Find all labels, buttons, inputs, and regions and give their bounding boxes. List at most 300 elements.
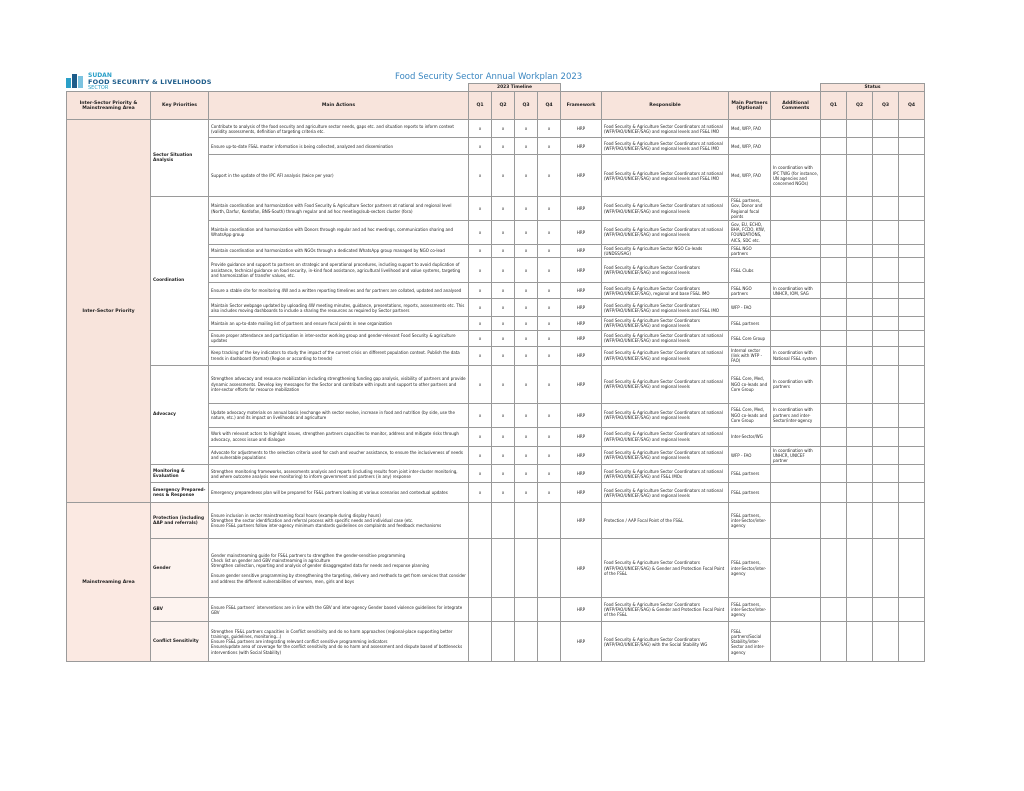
status-cell — [847, 403, 873, 427]
partners-cell: FS&L partners — [729, 317, 771, 330]
timeline-mark-cell: x — [469, 221, 492, 245]
responsible-cell: Food Security & Agriculture Sector Coordinators (WFP/FAO/UNICEF/SAG), regional and base FS&L IMO — [602, 283, 729, 299]
status-cell — [821, 258, 847, 283]
responsible-cell: Food Security & Agriculture Sector Coordinators at national (WFP/FAO/UNICEF/SAG) and regional levels — [602, 221, 729, 245]
status-cell — [873, 539, 899, 598]
status-cell — [821, 155, 847, 197]
timeline-mark-cell: x — [538, 427, 561, 446]
timeline-group-header: 2023 Timeline — [469, 84, 561, 92]
status-cell — [821, 317, 847, 330]
timeline-mark-cell: x — [515, 427, 538, 446]
main-action-cell: Maintain an up-to-date mailing list of partners and ensure focal points in new organization — [209, 317, 469, 330]
status-cell — [873, 299, 899, 317]
status-cell — [873, 244, 899, 257]
status-cell — [899, 346, 925, 365]
timeline-mark-cell: x — [469, 446, 492, 465]
timeline-mark-cell: x — [515, 120, 538, 138]
responsible-cell: Food Security & Agriculture Sector NGO Co-leads (UNDSS/SAG) — [602, 244, 729, 257]
timeline-mark-cell: x — [469, 483, 492, 503]
table-row — [67, 365, 925, 403]
responsible-cell: Food Security & Agriculture Sector Coordinators at national (WFP/FAO/UNICEF/SAG) and regional levels and FS&L IMO — [602, 120, 729, 138]
status-cell — [899, 317, 925, 330]
status-cell — [899, 258, 925, 283]
comments-cell: In coordination with partners and inter-Sector/inter-agency — [771, 403, 821, 427]
main-action-cell: Advocate for adjustments to the selection criteria used for cash and voucher assistance, to ensure the inclusiveness of needs and vulnerable populations — [209, 446, 469, 465]
status-cell — [899, 365, 925, 403]
status-cell — [899, 446, 925, 465]
key-priority-cell: Advocacy — [151, 365, 209, 465]
main-action-cell: Strengthen monitoring frameworks, assessments analysis and reports (including results from joint inter-cluster monitoring, and where outcome analysis new monitoring) to inform government and partners (in any) response — [209, 465, 469, 483]
status-cell — [821, 346, 847, 365]
comments-cell — [771, 299, 821, 317]
status-cell — [847, 120, 873, 138]
timeline-mark-cell: x — [538, 403, 561, 427]
col-partners-header: Main Partners (Optional) — [729, 92, 771, 120]
status-cell — [873, 622, 899, 662]
status-q4-header: Q4 — [899, 92, 925, 120]
comments-cell — [771, 503, 821, 539]
comments-cell — [771, 197, 821, 221]
status-cell — [873, 197, 899, 221]
main-action-cell: Gender mainstreaming guide for FS&L partners to strengthen the gender-sensitive programming Check list on gender and GBV mainstreaming in agriculture Strengthen collection, reporting and analysis of gender disaggregated data for needs and response planning Ensure gender sensitive programming by strengthening the targeting, delivery and methods to get from services that consider and address the different vulnerabilities of women, men, girls and boys — [209, 539, 469, 598]
table-row — [67, 622, 925, 662]
timeline-mark-cell: x — [515, 483, 538, 503]
timeline-mark-cell — [469, 503, 492, 539]
status-cell — [821, 598, 847, 622]
comments-cell — [771, 598, 821, 622]
partners-cell: FS&L partners, inter-Sector/inter-agency — [729, 503, 771, 539]
status-cell — [821, 503, 847, 539]
status-group-header: Status — [821, 84, 925, 92]
status-cell — [847, 197, 873, 221]
timeline-mark-cell: x — [492, 244, 515, 257]
timeline-mark-cell — [538, 598, 561, 622]
comments-cell — [771, 483, 821, 503]
status-q3-header: Q3 — [873, 92, 899, 120]
partners-cell: WFP - FAO — [729, 299, 771, 317]
comments-cell — [771, 317, 821, 330]
status-cell — [873, 403, 899, 427]
main-action-cell: Ensure inclusion in sector mainstreaming focal hours (example during display hours) Strengthen the sector identification and referral process with specific needs and individual case (etc. Ensure FS&L partners follow inter-agency minimum standards guidelines on complaints and feedback mechanisms — [209, 503, 469, 539]
timeline-mark-cell: x — [538, 197, 561, 221]
comments-cell: In coordination with UNHCR, IOM, SAG — [771, 283, 821, 299]
logo-line-3: SECTOR — [88, 85, 109, 91]
status-cell — [899, 622, 925, 662]
timeline-mark-cell — [515, 539, 538, 598]
main-action-cell: Maintain Sector webpage updated by uploading 4W meeting minutes, guidance, presentations, reports, assessments etc. This also includes moving dashboards to include a sharing the resources as required by Sector partners — [209, 299, 469, 317]
status-cell — [847, 283, 873, 299]
status-cell — [899, 330, 925, 346]
timeline-mark-cell: x — [492, 283, 515, 299]
framework-cell: HRP — [561, 622, 602, 662]
comments-cell — [771, 539, 821, 598]
timeline-mark-cell — [469, 539, 492, 598]
main-action-cell: Keep tracking of the key indicators to study the impact of the current crisis on different population context. Publish the data trends in dashboard (format) (Region or according to trends) — [209, 346, 469, 365]
timeline-mark-cell: x — [538, 330, 561, 346]
timeline-mark-cell: x — [515, 155, 538, 197]
workplan-table — [66, 83, 925, 662]
key-priority-cell: GBV — [151, 598, 209, 622]
status-cell — [899, 120, 925, 138]
status-cell — [821, 138, 847, 155]
status-cell — [873, 120, 899, 138]
partners-cell: FS&L partners — [729, 465, 771, 483]
status-cell — [847, 465, 873, 483]
status-cell — [873, 365, 899, 403]
status-cell — [899, 299, 925, 317]
timeline-mark-cell — [469, 598, 492, 622]
key-priority-cell: Conflict Sensitivity — [151, 622, 209, 662]
main-action-cell: Update advocacy materials on annual basis (exchange with sector evolve, increase in food and nutrition (by side, use the nature, etc.) and its impact on livelihoods and agriculture — [209, 403, 469, 427]
status-cell — [847, 299, 873, 317]
status-cell — [821, 622, 847, 662]
timeline-q1-header: Q1 — [469, 92, 492, 120]
framework-cell: HRP — [561, 258, 602, 283]
timeline-mark-cell: x — [469, 138, 492, 155]
partners-cell: FS&L NGO partners — [729, 283, 771, 299]
timeline-mark-cell: x — [515, 465, 538, 483]
timeline-mark-cell: x — [492, 330, 515, 346]
timeline-mark-cell: x — [469, 258, 492, 283]
status-cell — [847, 446, 873, 465]
partners-cell: Med, WFP, FAO — [729, 155, 771, 197]
status-cell — [847, 317, 873, 330]
timeline-mark-cell: x — [515, 283, 538, 299]
responsible-cell: Food Security & Agriculture Sector Coordinators (WFP/FAO/UNICEF/SAG) and regional levels — [602, 317, 729, 330]
timeline-q4-header: Q4 — [538, 92, 561, 120]
status-cell — [821, 120, 847, 138]
comments-cell — [771, 427, 821, 446]
col-key-header: Key Priorities — [151, 92, 209, 120]
responsible-cell: Food Security & Agriculture Sector Coordinators at national (WFP/FAO/UNICEF/SAG) and regional levels — [602, 446, 729, 465]
status-cell — [873, 138, 899, 155]
timeline-mark-cell — [515, 503, 538, 539]
timeline-mark-cell: x — [538, 283, 561, 299]
main-action-cell: Maintain coordination and harmonization with Donors through regular and ad hoc meetings, communication sharing and WhatsApp group — [209, 221, 469, 245]
status-cell — [847, 221, 873, 245]
section-inter-sector: Inter-Sector Priority — [67, 120, 151, 503]
timeline-mark-cell: x — [538, 299, 561, 317]
col-priority-header: Inter-Sector Priority & Mainstreaming Area — [67, 92, 151, 120]
timeline-mark-cell: x — [492, 120, 515, 138]
responsible-cell: Food Security & Agriculture Sector Coordinators at national (WFP/FAO/UNICEF/SAG) and regional levels — [602, 483, 729, 503]
timeline-mark-cell — [538, 503, 561, 539]
timeline-mark-cell: x — [515, 317, 538, 330]
responsible-cell: Food Security & Agriculture Sector Coordinators at national (WFP/FAO/UNICEF/SAG) and regional levels — [602, 427, 729, 446]
partners-cell: FS&L NGO partners — [729, 244, 771, 257]
status-cell — [873, 258, 899, 283]
framework-cell: HRP — [561, 244, 602, 257]
status-cell — [873, 346, 899, 365]
col-framework-header: Framework — [561, 92, 602, 120]
timeline-mark-cell: x — [469, 330, 492, 346]
status-cell — [847, 244, 873, 257]
status-cell — [847, 365, 873, 403]
partners-cell: Gov, EU, ECHO, BHA, FCDO, KfW, FOUNDATIONS, AICS, SDC etc. — [729, 221, 771, 245]
key-priority-cell: Protection (including AAP and referrals) — [151, 503, 209, 539]
status-cell — [873, 503, 899, 539]
timeline-mark-cell: x — [492, 258, 515, 283]
timeline-mark-cell: x — [538, 346, 561, 365]
key-priority-cell: Monitoring & Evaluation — [151, 465, 209, 483]
responsible-cell: Food Security & Agriculture Sector Coordinators at national (WFP/FAO/UNICEF/SAG) and regional levels — [602, 330, 729, 346]
timeline-mark-cell: x — [492, 138, 515, 155]
status-cell — [847, 622, 873, 662]
logo-line-1: SUDAN — [88, 72, 112, 79]
timeline-mark-cell: x — [469, 120, 492, 138]
status-cell — [847, 598, 873, 622]
status-cell — [821, 365, 847, 403]
timeline-mark-cell: x — [538, 244, 561, 257]
timeline-mark-cell: x — [492, 403, 515, 427]
status-cell — [847, 539, 873, 598]
status-cell — [899, 403, 925, 427]
partners-cell: FS&L Core Group — [729, 330, 771, 346]
timeline-mark-cell: x — [538, 120, 561, 138]
status-cell — [899, 483, 925, 503]
timeline-mark-cell: x — [492, 317, 515, 330]
responsible-cell: Food Security & Agriculture Sector Coordinators (WFP/FAO/UNICEF/SAG) & Gender and Protection Focal Point of the FS&L — [602, 598, 729, 622]
responsible-cell: Food Security & Agriculture Sector Coordinators at national (WFP/FAO/UNICEF/SAG) and regional levels and FS&L IMO — [602, 138, 729, 155]
status-cell — [821, 403, 847, 427]
framework-cell: HRP — [561, 346, 602, 365]
timeline-mark-cell: x — [469, 197, 492, 221]
framework-cell: HRP — [561, 503, 602, 539]
timeline-mark-cell: x — [515, 330, 538, 346]
status-cell — [821, 465, 847, 483]
responsible-cell: Food Security & Agriculture Sector Coordinators (WFP/FAO/UNICEF/SAG) and regional levels — [602, 258, 729, 283]
status-cell — [821, 299, 847, 317]
timeline-mark-cell: x — [538, 258, 561, 283]
timeline-mark-cell: x — [492, 446, 515, 465]
timeline-mark-cell — [538, 539, 561, 598]
responsible-cell: Food Security & Agriculture Sector Coordinators at national (WFP/FAO/UNICEF/SAG) and regional levels — [602, 403, 729, 427]
status-cell — [873, 330, 899, 346]
table-row — [67, 120, 925, 138]
status-cell — [873, 483, 899, 503]
timeline-mark-cell: x — [492, 299, 515, 317]
responsible-cell: Food Security & Agriculture Sector Coordinators at national (WFP/FAO/UNICEF/SAG) and regional levels — [602, 197, 729, 221]
timeline-mark-cell: x — [469, 403, 492, 427]
status-cell — [847, 483, 873, 503]
responsible-cell: Food Security & Agriculture Sector Coordinators at national (WFP/FAO/UNICEF/SAG) and regional levels — [602, 365, 729, 403]
timeline-mark-cell: x — [538, 155, 561, 197]
timeline-mark-cell: x — [538, 465, 561, 483]
partners-cell: FS&L partners, inter-Sector/inter-agency — [729, 539, 771, 598]
status-cell — [899, 503, 925, 539]
status-cell — [821, 283, 847, 299]
main-action-cell: Strengthen advocacy and resource mobilization including strengthening funding gap analysis, visibility of partners and provide dynamic assessments. Develop key messages for the Sector and contribute with inputs and support to other partners and inter-sector efforts for resource mobilization — [209, 365, 469, 403]
status-cell — [821, 244, 847, 257]
logo-line-2: FOOD SECURITY & LIVELIHOODS — [88, 78, 212, 86]
status-cell — [847, 330, 873, 346]
responsible-cell: Protection / AAP Focal Point of the FS&L — [602, 503, 729, 539]
status-cell — [899, 155, 925, 197]
timeline-mark-cell: x — [492, 483, 515, 503]
framework-cell: HRP — [561, 539, 602, 598]
framework-cell: HRP — [561, 330, 602, 346]
responsible-cell: Food Security & Agriculture Sector Coordinators at national (WFP/FAO/UNICEF/SAG) and regional levels and FS&L IMO — [602, 155, 729, 197]
main-action-cell: Ensure up-to-date FS&L master information is being collected, analyzed and dissemination — [209, 138, 469, 155]
timeline-q3-header: Q3 — [515, 92, 538, 120]
responsible-cell: Food Security & Agriculture Sector Coordinators at national (WFP/FAO/UNICEF/SAG) and FS&L IMOs — [602, 465, 729, 483]
section-mainstreaming: Mainstreaming Area — [67, 503, 151, 662]
partners-cell: WFP - FAO — [729, 446, 771, 465]
timeline-mark-cell: x — [469, 155, 492, 197]
framework-cell: HRP — [561, 598, 602, 622]
timeline-q2-header: Q2 — [492, 92, 515, 120]
timeline-mark-cell: x — [538, 221, 561, 245]
timeline-mark-cell: x — [492, 346, 515, 365]
partners-cell: FS&L partners — [729, 483, 771, 503]
framework-cell: HRP — [561, 403, 602, 427]
key-priority-cell: Sector Situation Analysis — [151, 120, 209, 197]
status-cell — [873, 221, 899, 245]
timeline-mark-cell: x — [469, 346, 492, 365]
status-cell — [847, 258, 873, 283]
framework-cell: HRP — [561, 465, 602, 483]
col-comments-header: Additional Comments — [771, 92, 821, 120]
status-cell — [847, 346, 873, 365]
partners-cell: FS&L partners/Social Stability/inter-Sector and inter-agency — [729, 622, 771, 662]
partners-cell: Med, WFP, FAO — [729, 138, 771, 155]
timeline-mark-cell: x — [469, 465, 492, 483]
framework-cell: HRP — [561, 138, 602, 155]
timeline-mark-cell — [515, 622, 538, 662]
responsible-cell: Food Security & Agriculture Sector Coordinators (WFP/FAO/UNICEF/SAG) with the Social Stability WG — [602, 622, 729, 662]
main-action-cell: Emergency preparedness plan will be prepared for FS&L partners looking at various scenarios and contextual updates — [209, 483, 469, 503]
timeline-mark-cell: x — [469, 244, 492, 257]
timeline-mark-cell: x — [515, 403, 538, 427]
main-action-cell: Strengthen FS&L partners capacities in Conflict sensitivity and do no harm approaches (regional-place supporting better trainings, guidelines, monitoring...) Ensure FS&L partners are integrating relevant conflict sensitive programming indicators Ensure/update area of coverage for the conflict sensitivity and do no harm and assessment and dispute based of bottlenecks interventions (with Social Stability) — [209, 622, 469, 662]
col-actions-header: Main Actions — [209, 92, 469, 120]
table-row — [67, 598, 925, 622]
status-cell — [873, 598, 899, 622]
timeline-mark-cell: x — [492, 155, 515, 197]
status-cell — [873, 317, 899, 330]
page-title: Food Security Sector Annual Workplan 2023 — [395, 72, 583, 82]
status-cell — [873, 446, 899, 465]
timeline-mark-cell: x — [492, 427, 515, 446]
status-cell — [847, 503, 873, 539]
comments-cell — [771, 221, 821, 245]
col-responsible-header: Responsible — [602, 92, 729, 120]
status-cell — [899, 283, 925, 299]
main-action-cell: Maintain coordination and harmonization with Food Security & Agriculture Sector partners at national and regional level (North, Darfur, Kordofan, BNS-South) through regular and ad hoc meetings/sub-sectors cluster (fora) — [209, 197, 469, 221]
comments-cell — [771, 244, 821, 257]
timeline-mark-cell — [492, 539, 515, 598]
key-priority-cell: Gender — [151, 539, 209, 598]
status-cell — [899, 539, 925, 598]
framework-cell: HRP — [561, 483, 602, 503]
timeline-mark-cell: x — [469, 317, 492, 330]
framework-cell: HRP — [561, 221, 602, 245]
status-cell — [847, 427, 873, 446]
framework-cell: HRP — [561, 427, 602, 446]
main-action-cell: Maintain coordination and harmonization with NGOs through a dedicated WhatsApp group managed by NGO co-lead — [209, 244, 469, 257]
timeline-mark-cell: x — [492, 221, 515, 245]
comments-cell — [771, 622, 821, 662]
main-action-cell: Contribute to analysis of the food security and agriculture sector needs, gaps etc. and situation reports to inform context (validity assessments, definition of targeting criteria etc. — [209, 120, 469, 138]
status-cell — [821, 539, 847, 598]
comments-cell: In coordination with National FS&L system — [771, 346, 821, 365]
timeline-mark-cell: x — [538, 446, 561, 465]
framework-cell: HRP — [561, 317, 602, 330]
comments-cell: In coordination with partners — [771, 365, 821, 403]
table-row — [67, 483, 925, 503]
key-priority-cell: Coordination — [151, 197, 209, 365]
status-cell — [873, 465, 899, 483]
timeline-mark-cell: x — [538, 317, 561, 330]
timeline-mark-cell: x — [515, 299, 538, 317]
status-cell — [899, 197, 925, 221]
timeline-mark-cell: x — [515, 365, 538, 403]
timeline-mark-cell: x — [515, 197, 538, 221]
framework-cell: HRP — [561, 299, 602, 317]
timeline-mark-cell: x — [492, 365, 515, 403]
status-q1-header: Q1 — [821, 92, 847, 120]
status-cell — [847, 155, 873, 197]
status-cell — [873, 427, 899, 446]
status-cell — [821, 446, 847, 465]
framework-cell: HRP — [561, 155, 602, 197]
timeline-mark-cell: x — [538, 365, 561, 403]
comments-cell — [771, 258, 821, 283]
main-action-cell: Ensure FS&L partners' interventions are in line with the GBV and inter-agency Gender based violence guidelines for integrate GBV — [209, 598, 469, 622]
timeline-mark-cell — [469, 622, 492, 662]
timeline-mark-cell: x — [469, 365, 492, 403]
timeline-mark-cell: x — [515, 221, 538, 245]
main-action-cell: Provide guidance and support to partners on strategic and operational procedures, including support to avoid duplication of assistance, technical guidance on food security, in-kind food assistance, agricultural livelihood and value systems, targeting and harmonization of transfer values, etc. — [209, 258, 469, 283]
status-cell — [899, 465, 925, 483]
timeline-mark-cell: x — [492, 465, 515, 483]
partners-cell: FS&L Clubs — [729, 258, 771, 283]
timeline-mark-cell — [515, 598, 538, 622]
partners-cell: FS&L partners, inter-Sector/inter-agency — [729, 598, 771, 622]
framework-cell: HRP — [561, 283, 602, 299]
framework-cell: HRP — [561, 197, 602, 221]
responsible-cell: Food Security & Agriculture Sector Coordinators (WFP/FAO/UNICEF/SAG) and regional levels and FS&L IMO — [602, 299, 729, 317]
comments-cell: In coordination with UNHCR, UNICEF partner — [771, 446, 821, 465]
partners-cell: FS&L Core, Med, NGO co-leads and Core Group — [729, 403, 771, 427]
timeline-mark-cell — [538, 622, 561, 662]
timeline-mark-cell: x — [469, 299, 492, 317]
timeline-mark-cell: x — [515, 244, 538, 257]
key-priority-cell: Emergency Prepared-ness & Response — [151, 483, 209, 503]
comments-cell — [771, 330, 821, 346]
table-row — [67, 503, 925, 539]
main-action-cell: Support in the update of the IPC AFI analysis (twice per year) — [209, 155, 469, 197]
timeline-mark-cell — [492, 503, 515, 539]
status-cell — [873, 283, 899, 299]
status-cell — [821, 483, 847, 503]
main-action-cell: Work with relevant actors to highlight issues, strengthen partners capacities to monitor, address and mitigate risks through advocacy, access issue and dialogue — [209, 427, 469, 446]
status-cell — [821, 221, 847, 245]
comments-cell — [771, 138, 821, 155]
partners-cell: Med, WFP, FAO — [729, 120, 771, 138]
comments-cell: In coordination with IPC TWG (for instance, UN agencies and concerned NGOs) — [771, 155, 821, 197]
table-row — [67, 539, 925, 598]
timeline-mark-cell: x — [515, 346, 538, 365]
responsible-cell: Food Security & Agriculture Sector Coordinators at national (WFP/FAO/UNICEF/SAG) and regional levels — [602, 346, 729, 365]
partners-cell: Internal sector (link with WFP - FAO) — [729, 346, 771, 365]
status-cell — [899, 244, 925, 257]
timeline-mark-cell: x — [538, 138, 561, 155]
framework-cell: HRP — [561, 446, 602, 465]
partners-cell: Inter-Sector/WG — [729, 427, 771, 446]
partners-cell: FS&L Core, Med, NGO co-leads and Core Group — [729, 365, 771, 403]
comments-cell — [771, 465, 821, 483]
